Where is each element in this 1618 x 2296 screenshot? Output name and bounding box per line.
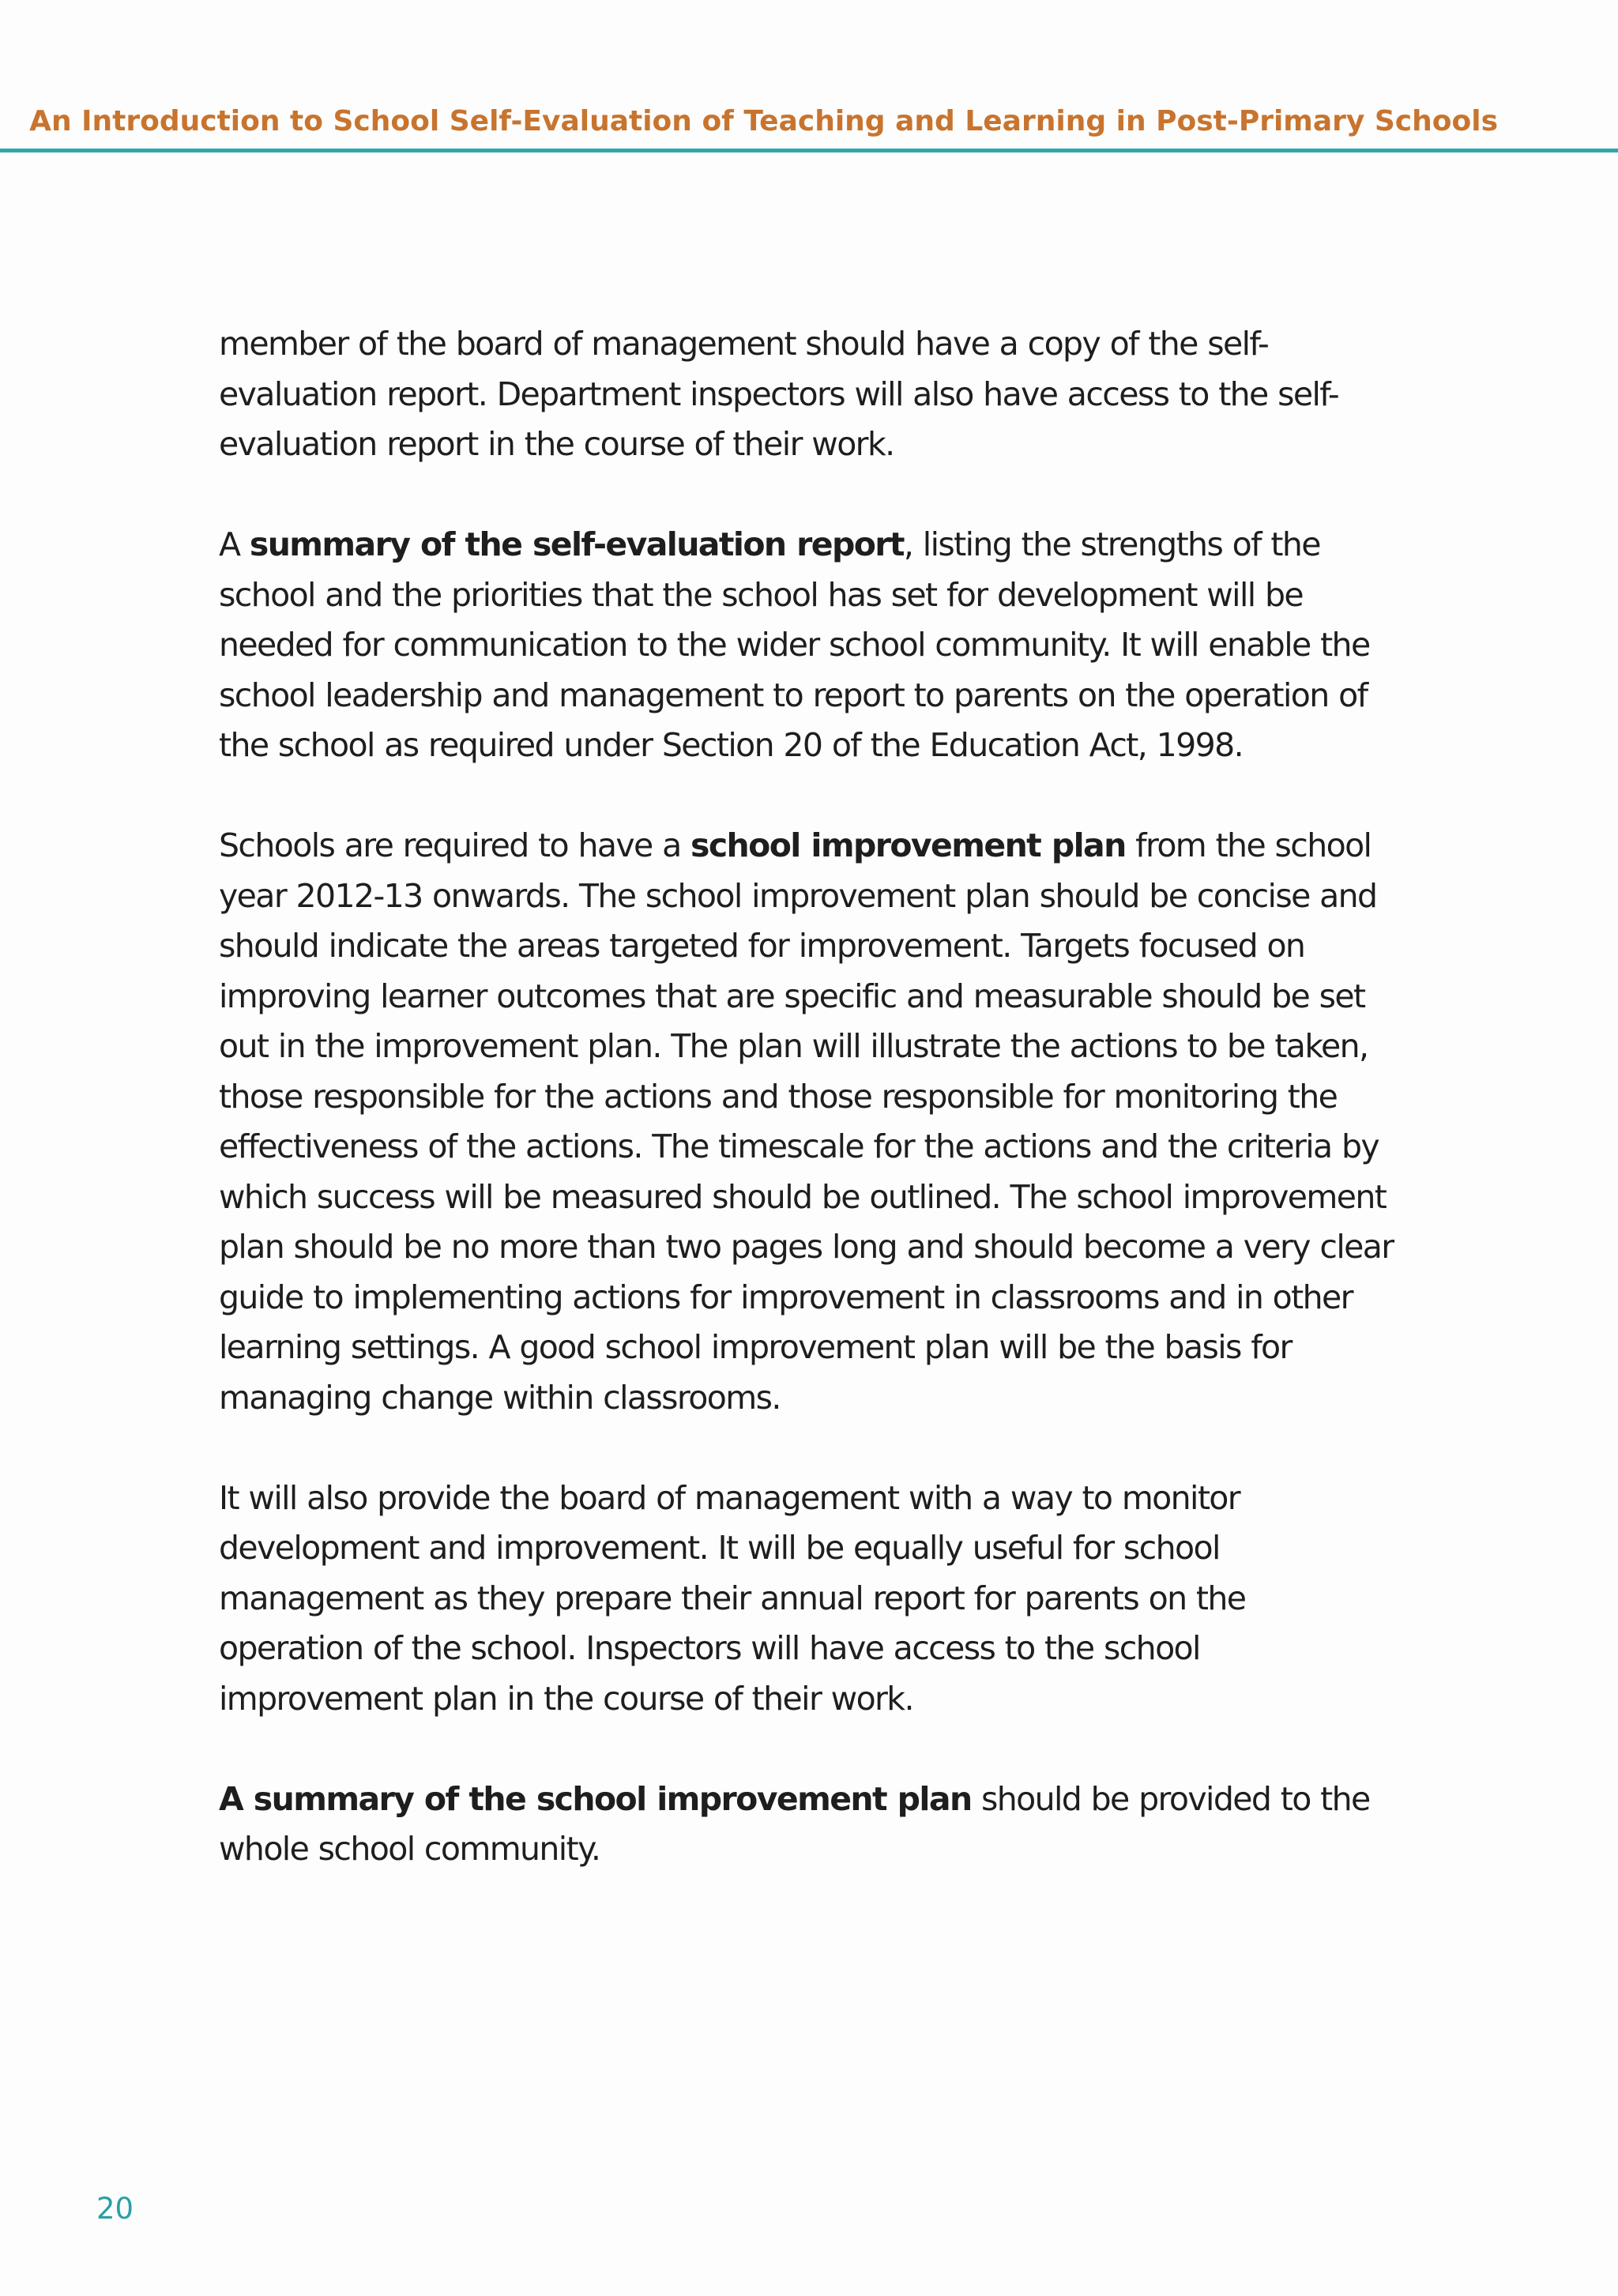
text-run: learning settings. A good school improvement plan will be the basis for <box>219 1328 1292 1366</box>
text-line <box>219 972 1420 1022</box>
text-run: member of the board of management should have a copy of the self- <box>219 325 1269 363</box>
text-line <box>219 1523 1420 1574</box>
text-line <box>219 420 1420 470</box>
text-run: the school as required under Section 20 of the Education Act, 1998. <box>219 726 1244 764</box>
text-line <box>219 671 1420 721</box>
paragraph <box>219 1474 1420 1725</box>
text-run: Schools are required to have a <box>219 826 691 864</box>
text-line <box>219 620 1420 671</box>
body-text <box>219 319 1420 1925</box>
paragraph <box>219 520 1420 771</box>
text-run: , listing the strengths of the <box>903 525 1320 563</box>
text-line <box>219 1624 1420 1674</box>
text-run: should indicate the areas targeted for improvement. Targets focused on <box>219 927 1305 965</box>
text-run: operation of the school. Inspectors will have access to the school <box>219 1629 1200 1667</box>
text-run: evaluation report in the course of their work. <box>219 425 894 463</box>
text-run: out in the improvement plan. The plan will illustrate the actions to be taken, <box>219 1027 1368 1065</box>
text-line <box>219 921 1420 972</box>
text-line <box>219 1222 1420 1273</box>
text-line <box>219 1474 1420 1524</box>
text-run: whole school community. <box>219 1830 600 1868</box>
text-run: effectiveness of the actions. The timescale for the actions and the criteria by <box>219 1127 1379 1165</box>
text-run: evaluation report. Department inspectors will also have access to the self- <box>219 375 1339 413</box>
text-run: those responsible for the actions and those responsible for monitoring the <box>219 1077 1338 1116</box>
text-line <box>219 1022 1420 1072</box>
text-line <box>219 319 1420 370</box>
text-run: managing change within classrooms. <box>219 1378 781 1417</box>
text-line <box>219 821 1420 871</box>
text-run: improving learner outcomes that are specific and measurable should be set <box>219 977 1365 1015</box>
bold-phrase: A summary of the school improvement plan <box>219 1779 972 1818</box>
text-run: which success will be measured should be outlined. The school improvement <box>219 1177 1387 1216</box>
text-run: school and the priorities that the school has set for development will be <box>219 575 1304 614</box>
paragraph <box>219 1775 1420 1875</box>
text-run: It will also provide the board of management with a way to monitor <box>219 1478 1240 1517</box>
header-rule <box>0 149 1618 152</box>
text-line <box>219 520 1420 570</box>
text-run: management as they prepare their annual report for parents on the <box>219 1579 1246 1617</box>
text-line <box>219 1775 1420 1825</box>
text-run: year 2012-13 onwards. The school improvement plan should be concise and <box>219 876 1377 915</box>
text-run: school leadership and management to report to parents on the operation of <box>219 676 1368 714</box>
text-line <box>219 1674 1420 1725</box>
text-run: should be provided to the <box>971 1779 1370 1818</box>
bold-phrase: summary of the self-evaluation report <box>249 525 904 563</box>
header-title: An Introduction to School Self-Evaluation of Teaching and Learning in Post-Primary Schools <box>29 105 1498 137</box>
text-run: needed for communication to the wider school community. It will enable the <box>219 626 1370 664</box>
text-line <box>219 1824 1420 1875</box>
text-line <box>219 1323 1420 1373</box>
text-line <box>219 1122 1420 1172</box>
text-run: guide to implementing actions for improvement in classrooms and in other <box>219 1278 1353 1316</box>
paragraph <box>219 821 1420 1423</box>
text-run: development and improvement. It will be equally useful for school <box>219 1529 1220 1567</box>
text-line <box>219 871 1420 922</box>
text-line <box>219 721 1420 771</box>
text-line <box>219 1273 1420 1323</box>
text-line <box>219 570 1420 621</box>
text-line <box>219 1072 1420 1123</box>
bold-phrase: school improvement plan <box>690 826 1126 864</box>
text-line <box>219 1574 1420 1624</box>
text-run: from the school <box>1125 826 1372 864</box>
text-line <box>219 1172 1420 1223</box>
page-number: 20 <box>96 2192 134 2226</box>
text-line <box>219 1373 1420 1424</box>
running-header <box>0 0 1618 153</box>
text-run: improvement plan in the course of their work. <box>219 1679 913 1718</box>
text-run: A <box>219 525 250 563</box>
text-line <box>219 370 1420 420</box>
text-run: plan should be no more than two pages long and should become a very clear <box>219 1228 1394 1266</box>
paragraph <box>219 319 1420 470</box>
